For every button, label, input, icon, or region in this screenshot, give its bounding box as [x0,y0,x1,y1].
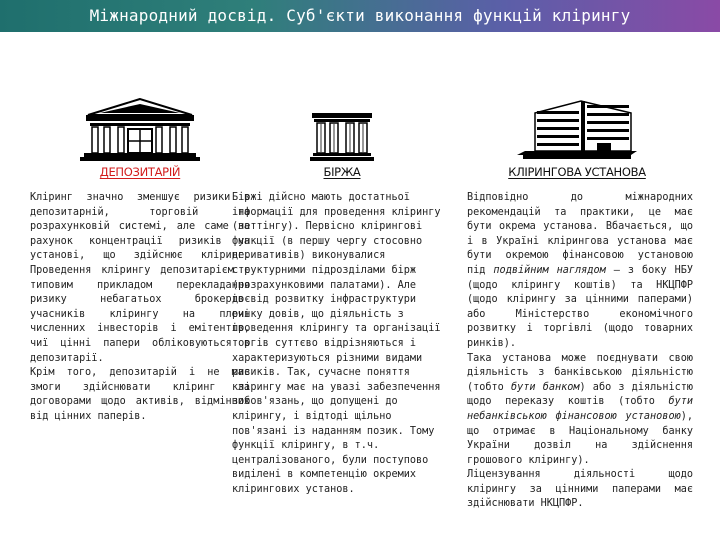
exchange-text [232,191,452,497]
clearing-p1-text-a: Відповідно до міжнародних рекомендацій та практики, це має бути окрема установа. Вбачається, що і в Україні клірингова установа має бути окремою фінансовою установою під [467,192,693,276]
clearing-paragraph-2 [467,352,693,469]
exchange-column [232,95,452,497]
clearing-p2-emphasis-2: бути небанківською фінансовою установою [467,396,693,422]
exchange-paragraph-1: Біржі дійсно мають достатньої інформації для проведення клірингу (неттінгу). Первісно клірингові функції (в першу чергу стосовно деривативів) виконувалися структурними підрозділами бірж (розрахунковими палатами). Але досвід розвитку інфраструктури ринку довів, що діяльність з проведення клірингу та організації торгів суттєво відрізняються і характеризуються різними видами ризиків. Так, сучасне поняття клірингу має на увазі забезпечення зобов'язань, що допущені до клірингу, і відтоді щільно пов'язані із наданням позик. Тому функції клірингу, в т.ч. централізованого, були поступово виділені в компетенцію окремих клірингових установ. [232,192,441,495]
depository-text [30,191,250,425]
depository-paragraph-2: Крім того, депозитарій і не має змоги здійснювати кліринг за договорами щодо активів, відмінних від цінних паперів. [30,367,250,422]
clearing-p2-emphasis-1: бути банком [510,381,580,393]
clearing-p1-emphasis: подвійним наглядом [493,264,606,276]
colonnade-icon [232,95,452,161]
depository-label: ДЕПОЗИТАРІЙ [99,165,181,179]
clearing-institution-label: КЛІРИНГОВА УСТАНОВА [508,165,646,179]
exchange-label: БІРЖА [323,165,361,179]
depository-paragraph-1: Кліринг значно зменшує ризики в депозитарній, торговій та розрахунковій системі, але саме за рахунок концентрації ризиків на установі, що здійснює кліринг. Проведення клірингу депозитарієм є типовим прикладом перекладання ризику небагатьох брокерів-учасників клірингу на плечі численних інвесторів і емітентів, чиї цінні папери обліковуються в депозитарії. [30,192,250,364]
modern-building-icon [467,95,687,161]
clearing-p1-text-b: – з боку НБУ (щодо клірингу коштів) та НКЦПФР (щодо клірингу за цінними паперами) або Міністерство економічного розвитку і торгівлі (щодо товарних ринків). [467,264,693,349]
classical-building-icon [30,95,250,161]
clearing-p2-text-a: Така установа може поєднувати свою діяльність з банківською діяльністю (тобто [467,352,693,393]
clearing-p2-text-c: ), що отримає в Національному банку України дозвіл на здійснення грошового клірингу). [467,410,693,466]
clearing-institution-column [467,95,694,512]
clearing-paragraph-3: Ліцензування діяльності щодо клірингу за цінними паперами має здійснювати НКЦПФР. [467,469,693,510]
depository-column [30,95,250,425]
slide-title: Міжнародний досвід. Суб'єкти виконання функцій клірингу [0,0,720,32]
clearing-institution-text [467,191,693,512]
clearing-p2-text-b: ) або з діяльністю щодо переказу коштів (тобто [467,381,694,408]
clearing-paragraph-1 [467,191,693,352]
